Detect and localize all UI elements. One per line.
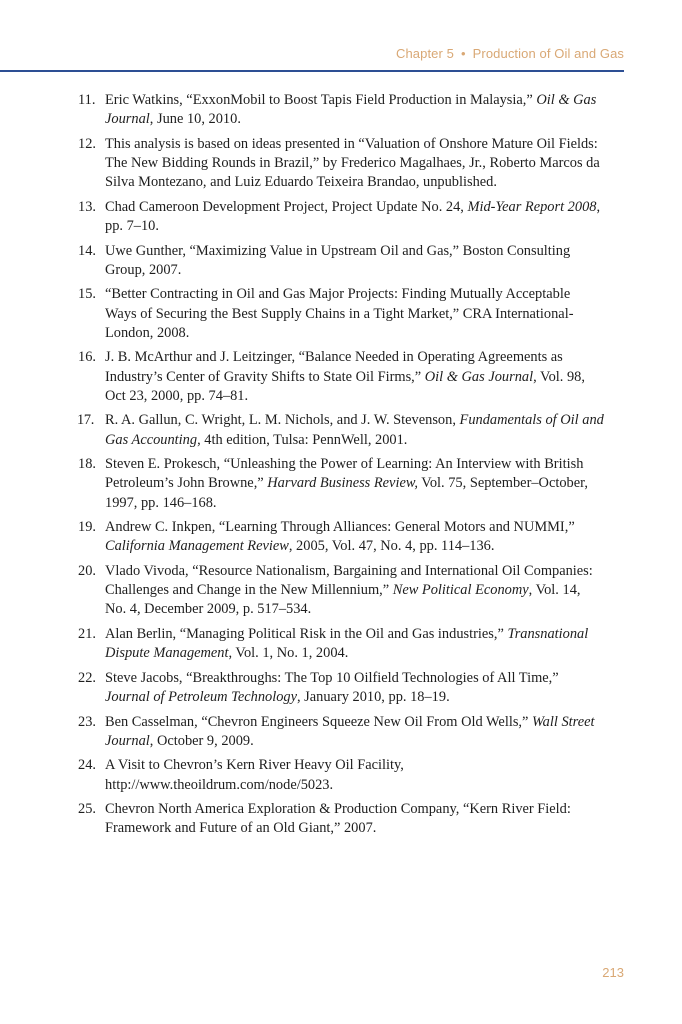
endnote-number: 23.	[78, 713, 96, 730]
endnote	[78, 198, 604, 236]
endnote-text: Andrew C. Inkpen, “Learning Through Alliances: General Motors and NUMMI,”	[105, 519, 575, 536]
endnote	[78, 518, 604, 556]
endnote-tail: , pp. 7–10.	[105, 198, 601, 234]
endnote	[78, 800, 604, 838]
endnote-title: New Political Economy	[392, 582, 529, 599]
endnote	[78, 756, 604, 794]
endnote-text: Alan Berlin, “Managing Political Risk in the Oil and Gas industries,”	[105, 625, 508, 642]
endnote-number: 19.	[78, 519, 96, 536]
endnote-number: 21.	[78, 625, 96, 642]
endnote-number: 24.	[78, 757, 96, 774]
endnote-text: R. A. Gallun, C. Wright, L. M. Nichols, and J. W. Stevenson,	[105, 412, 460, 429]
endnote-tail: , 2005, Vol. 47, No. 4, pp. 114–136.	[288, 538, 495, 555]
endnote-text: Steve Jacobs, “Breakthroughs: The Top 10 Oilfield Technologies of All Time,”	[105, 669, 559, 686]
header-separator: •	[460, 46, 466, 61]
endnote-tail: , Vol. 98, Oct 23, 2000, pp. 74–81.	[105, 368, 585, 404]
endnote	[78, 285, 604, 343]
endnote-title: Journal of Petroleum Technology	[105, 688, 297, 705]
running-head	[396, 46, 624, 61]
endnote-tail: , 4th edition, Tulsa: PennWell, 2001.	[197, 431, 408, 448]
endnote	[78, 242, 604, 280]
endnote-text: Chad Cameroon Development Project, Project Update No. 24,	[105, 198, 468, 215]
endnote	[78, 135, 604, 193]
endnote-number: 16.	[78, 349, 96, 366]
endnote-number: 22.	[78, 669, 96, 686]
endnote	[78, 348, 604, 406]
endnote-number: 25.	[78, 801, 96, 818]
page-number: 213	[602, 965, 624, 980]
endnote-tail: , Vol. 14, No. 4, December 2009, p. 517–534.	[105, 582, 581, 618]
endnote-title: Oil & Gas Journal	[105, 92, 597, 128]
endnote-title: California Management Review	[105, 538, 289, 555]
endnote-text: Eric Watkins, “ExxonMobil to Boost Tapis Field Production in Malaysia,”	[105, 92, 537, 108]
endnote-number: 13.	[78, 198, 96, 215]
endnote	[78, 411, 604, 449]
endnote-title: Fundamentals of Oil and Gas Accounting	[105, 412, 604, 448]
endnote-title: Harvard Business Review,	[267, 475, 418, 492]
endnote-text: This analysis is based on ideas presented in “Valuation of Onshore Mature Oil Fields: The New Bidding Rounds in Brazil,” by Frederico Magalhaes, Jr., Roberto Marcos da Silva Montezano, and Luiz Eduardo Teixeira Brandao, unpublished.	[105, 135, 600, 191]
endnote-text: J. B. McArthur and J. Leitzinger, “Balance Needed in Operating Agreements as Industry’s Center of Gravity Shifts to State Oil Firms,”	[105, 349, 563, 385]
endnote-number: 14.	[78, 242, 96, 259]
endnote-number: 12.	[78, 135, 96, 152]
endnote-text: Uwe Gunther, “Maximizing Value in Upstream Oil and Gas,” Boston Consulting Group, 2007.	[105, 242, 571, 278]
endnote-number: 15.	[78, 286, 96, 303]
endnote-tail: Vol. 75, September–October, 1997, pp. 146–168.	[105, 475, 588, 511]
endnote-tail: , Vol. 1, No. 1, 2004.	[228, 645, 349, 662]
endnote-title: Transnational Dispute Management	[105, 625, 589, 662]
endnote-text: Steven E. Prokesch, “Unleashing the Power of Learning: An Interview with British Petroleum’s John Browne,”	[105, 456, 584, 492]
endnote-title: Mid-Year Report 2008	[467, 198, 597, 215]
chapter-title: Production of Oil and Gas	[472, 46, 624, 61]
endnote	[78, 91, 604, 129]
endnote-number: 20.	[78, 562, 96, 579]
endnote-number: 18.	[78, 456, 96, 473]
endnote-title: Wall Street Journal	[105, 713, 595, 749]
endnote-tail: , January 2010, pp. 18–19.	[296, 688, 450, 705]
chapter-label: Chapter 5	[395, 46, 454, 61]
endnote-title: Oil & Gas Journal	[424, 368, 534, 385]
endnote-number: 11.	[78, 92, 96, 108]
endnote-text: Vlado Vivoda, “Resource Nationalism, Bargaining and International Oil Companies: Challenges and Change in the New Millennium,”	[105, 562, 593, 599]
endnote	[78, 713, 604, 751]
endnote-text: Ben Casselman, “Chevron Engineers Squeeze New Oil From Old Wells,”	[105, 713, 533, 730]
header-rule	[0, 70, 624, 72]
endnote-text: “Better Contracting in Oil and Gas Major Projects: Finding Mutually Acceptable Ways of Securing the Best Supply Chains in a Tight Market,” CRA International-London, 2008.	[105, 286, 574, 341]
endnote	[78, 669, 604, 707]
endnote	[78, 562, 604, 620]
endnotes-list	[78, 91, 604, 844]
endnote-number: 17.	[77, 412, 95, 429]
endnote-text: A Visit to Chevron’s Kern River Heavy Oil Facility, http://www.theoildrum.com/node/5023.	[105, 757, 404, 793]
endnote-tail: , June 10, 2010.	[149, 111, 241, 128]
endnote	[78, 625, 604, 663]
endnote-text: Chevron North America Exploration & Production Company, “Kern River Field: Framework and Future of an Old Giant,” 2007.	[105, 801, 571, 837]
endnote-tail: , October 9, 2009.	[149, 732, 254, 749]
endnote	[78, 455, 604, 513]
